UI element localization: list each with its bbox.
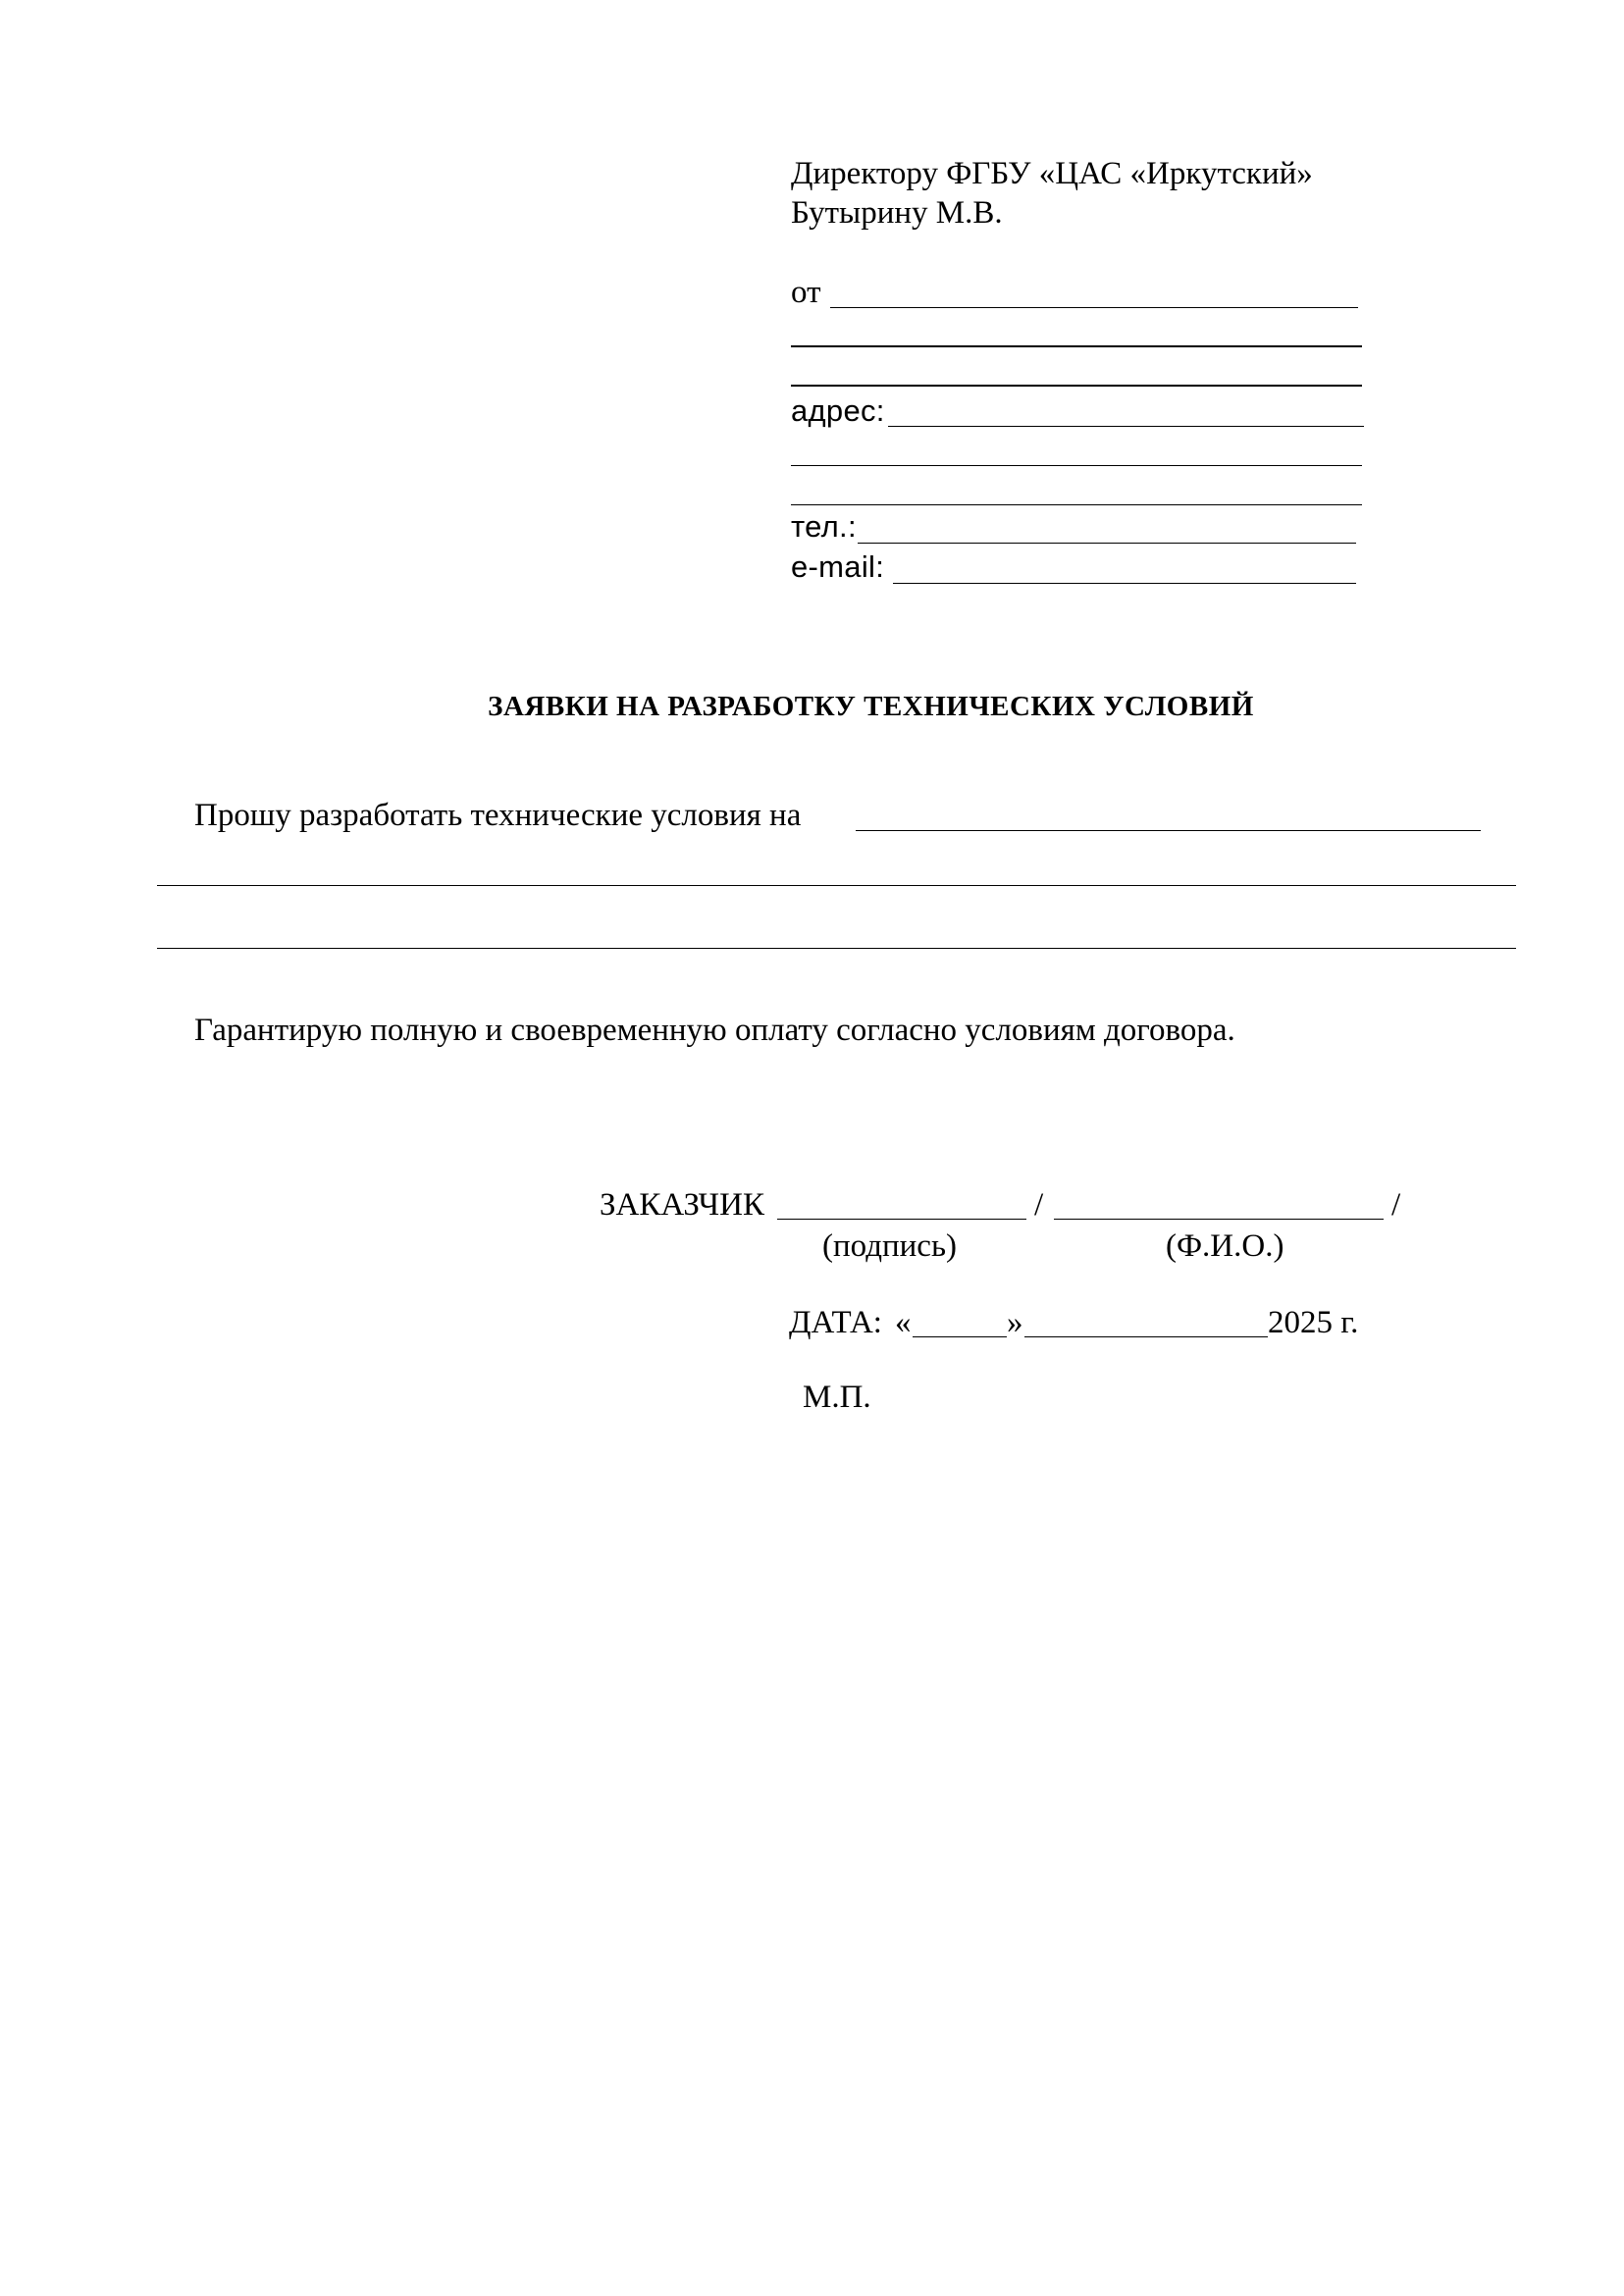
stamp-place-label: М.П.	[803, 1380, 871, 1415]
email-label: e-mail:	[791, 549, 885, 584]
from-field-line-1[interactable]	[830, 307, 1358, 308]
address-field-line-3[interactable]	[791, 504, 1362, 505]
address-field-line-1[interactable]	[888, 426, 1364, 427]
addressee-line-1: Директору ФГБУ «ЦАС «Иркутский»	[791, 156, 1313, 191]
signature-caption: (подпись)	[822, 1228, 957, 1264]
from-field-line-2[interactable]	[791, 345, 1362, 347]
from-field-line-3[interactable]	[791, 385, 1362, 387]
month-field-line[interactable]	[1024, 1336, 1268, 1337]
request-field-line-2[interactable]	[157, 885, 1516, 886]
from-label: от	[791, 275, 821, 310]
document-title: ЗАЯВКИ НА РАЗРАБОТКУ ТЕХНИЧЕСКИХ УСЛОВИЙ	[488, 691, 1254, 722]
date-year: 2025 г.	[1268, 1305, 1359, 1340]
address-label: адрес:	[791, 393, 885, 428]
full-name-caption: (Ф.И.О.)	[1166, 1228, 1284, 1264]
signature-line[interactable]	[777, 1219, 1026, 1220]
full-name-line[interactable]	[1054, 1219, 1384, 1220]
request-field-line-1[interactable]	[856, 830, 1481, 831]
phone-label: тел.:	[791, 509, 857, 544]
request-field-line-3[interactable]	[157, 948, 1516, 949]
separator-slash-2: /	[1391, 1187, 1401, 1223]
guarantee-text: Гарантирую полную и своевременную оплату согласно условиям договора.	[194, 1013, 1235, 1048]
separator-slash-1: /	[1034, 1187, 1044, 1223]
date-close-quote: »	[1007, 1305, 1023, 1340]
day-field-line[interactable]	[913, 1336, 1007, 1337]
request-text: Прошу разработать технические условия на	[194, 798, 802, 833]
date-label: ДАТА:	[789, 1305, 882, 1340]
addressee-line-2: Бутырину М.В.	[791, 195, 1003, 231]
email-field-line[interactable]	[893, 583, 1356, 584]
customer-label: ЗАКАЗЧИК	[600, 1187, 764, 1223]
phone-field-line[interactable]	[858, 543, 1356, 544]
date-open-quote: «	[895, 1305, 912, 1340]
address-field-line-2[interactable]	[791, 465, 1362, 466]
